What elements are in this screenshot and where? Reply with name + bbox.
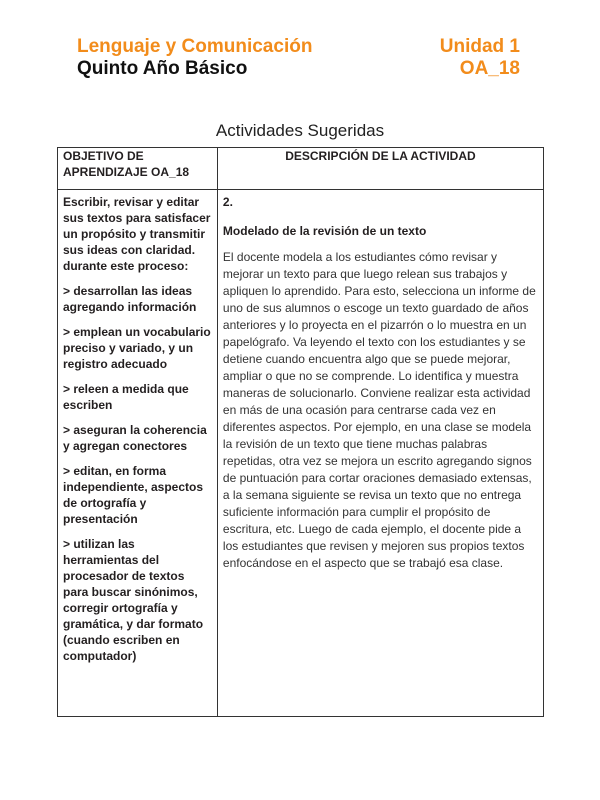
description-cell [217, 190, 543, 717]
objective-item: > emplean un vocabulario preciso y variado, y un registro adecuado [63, 325, 211, 371]
objective-item: > releen a medida que escriben [63, 382, 189, 412]
page-header [77, 36, 520, 80]
activity-description: El docente modela a los estudiantes cómo revisar y mejorar un texto para que luego relean sus trabajos y apliquen lo aprendido. Para esto, selecciona un informe de uno de sus alumnos o escoge un texto guardado de años anteriores y lo proyecta en el pizarrón o lo muestra en un papelógrafo. Va leyendo el texto con los estudiantes y se detiene cuando encuentra algo que se puede mejorar, ampliar o que no se comprende. Lo identifica y muestra maneras de solucionarlo. Conviene realizar esta actividad en más de una ocasión para centrarse cada vez en diferentes aspectos. Por ejemplo, en una clase se modela la revisión de un texto que tiene muchas palabras repetidas, otra vez se mejora un escrito agregando signos de puntuación para cortar oraciones demasiado extensas, a la semana siguiente se revisa un texto que no entrega suficiente información para cumplir el propósito de escritura, etc. Luego de cada ejemplo, el docente pide a los estudiantes que revisen y mejoren sus propios textos enfocándose en el aspecto que se trabajó esa clase. [222, 250, 536, 570]
objective-code: OA_18 [459, 58, 520, 79]
section-title: Actividades Sugeridas [215, 121, 385, 140]
subject-title: Lenguaje y Comunicación [77, 36, 313, 57]
activity-title: Modelado de la revisión de un texto [222, 224, 427, 238]
table-header-row [58, 148, 544, 190]
objective-item: > editan, en forma independiente, aspectos de ortografía y presentación [63, 464, 204, 526]
objective-item: > desarrollan las ideas agregando información [63, 284, 197, 314]
header-row-1 [77, 36, 520, 58]
objective-column-header: OBJETIVO DE APRENDIZAJE OA_18 [58, 148, 218, 190]
grade-label: Quinto Año Básico [77, 58, 248, 79]
activities-table [57, 147, 544, 717]
objective-item: > utilizan las herramientas del procesador de textos para buscar sinónimos, corregir ortografía y gramática, y dar formato (cuando escriben en computador) [63, 537, 204, 663]
objective-intro: Escribir, revisar y editar sus textos para satisfacer un propósito y transmitir sus ideas con claridad. durante este proceso: [63, 195, 211, 273]
activity-number: 2. [222, 195, 233, 209]
objective-cell [58, 190, 218, 717]
unit-label: Unidad 1 [439, 36, 520, 57]
header-row-2 [77, 58, 520, 80]
table-row [58, 190, 544, 717]
objective-item: > aseguran la coherencia y agregan conectores [63, 423, 207, 453]
description-column-header: DESCRIPCIÓN DE LA ACTIVIDAD [217, 148, 543, 190]
